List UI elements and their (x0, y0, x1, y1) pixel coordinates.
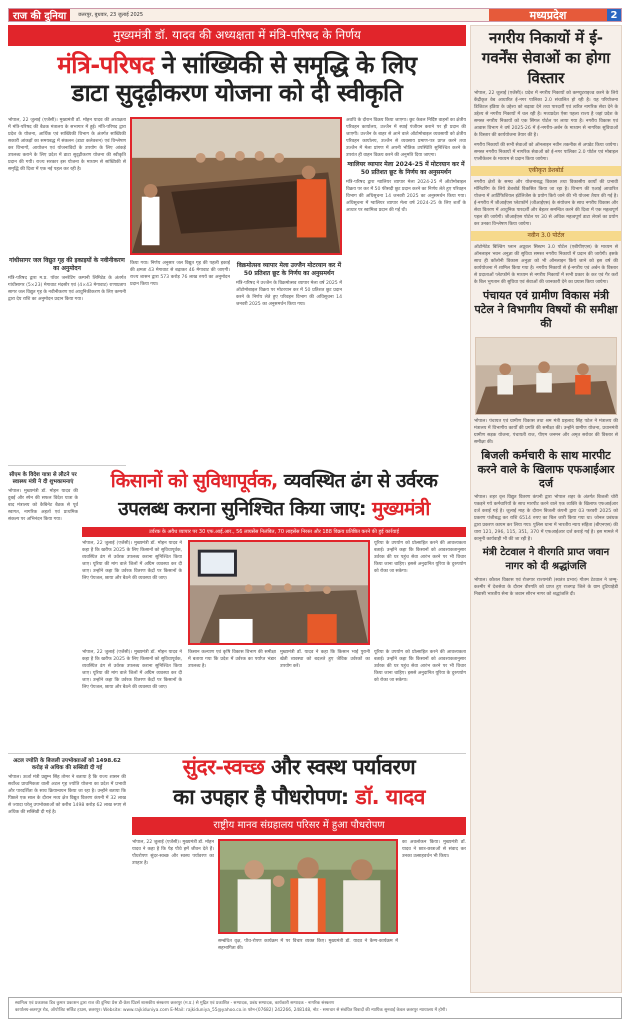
story1-sub-vikram: विक्रमोत्सव व्यापार मेला उज्जैन मोटरयान कर में 50 प्रतिशत छूट के निर्णय का अनुसमर्थन (236, 262, 342, 277)
cabinet-meeting-photo (130, 117, 342, 255)
plantation-photo (218, 839, 398, 934)
story3-col3-text: का अवलोकन किया। मुख्यमंत्री डॉ. यादव ने छात्र-छात्राओं से संवाद कर उनका उत्साहवर्धन भी किया। (402, 840, 466, 859)
brief1-text: भोपाल। मुख्यमंत्री डॉ. मोहन यादव की दुबई और स्पेन की सफल विदेश यात्रा के बाद मंत्रालय को कैबिनेट बैठक से पूर्व स्वागत, नागरिक अहर्ता एवं प्राथमिक संकल्प पर अभिनंदन किया गया। (8, 489, 78, 522)
brief1 (8, 470, 78, 750)
story1-sub-gwalior: ग्वालियर व्यापार मेला 2024-25 में मोटरयान कर में 50 प्रतिशत छूट के निर्णय का अनुसमर्थन (347, 161, 465, 176)
story3-col1-text: भोपाल, 22 जुलाई (एजेंसी)। मुख्यमंत्री डॉ. मोहन यादव ने कहा है कि पेड़ पौधे हमें जीवन देते हैं। पौधरोपण सुंदर-स्वच्छ और स्वस्थ पर्यावरण का उपहार है। (132, 840, 214, 866)
sidebar-text2: नगरीय निकायों की सभी सेवाओं को ऑनलाइन नवीन तकनीक से अपडेट किया जायेगा। समस्त नगरीय निकायों में नागरिक सेवाओं को ई-नगर पालिका 2.0 पोर्टल एवं मोबाइल एप्लीकेशन के माध्यम से प्रदान किया जायेगा। (474, 143, 618, 162)
brief2-text: भोपाल। ऊर्जा मंत्री प्रद्युम्न सिंह तोमर ने बताया है कि राज्य शासन की सर्वोच्च प्राथमिकता वाली अटल गृह ज्योति योजना का प्रदेश में प्रभावी और पारदर्शिता के साथ क्रियान्वयन किया जा रहा है। उन्होंने बताया कि पिछले एक साल के दौरान मध्य क्षेत्र विद्युत वितरण कंपनी में 32 लाख से ज्यादा घरेलू उपभोक्ताओं को करीब 1498 करोड़ 62 लाख रुपए से अधिक की सब्सिडी दी गई है। (8, 775, 126, 815)
story1-mid-text: किया गया। निर्णय अनुसार जल विद्युत गृह की पहली इकाई की क्षमता 43 मेगावाट से बढ़ाकर 46 मेगावाट की जाएगी। राज्य शासन द्वारा 573 करोड़ 76 लाख रुपये का अनुमोदन प्रदान किया गया। (130, 261, 230, 287)
story1-headline-line2: डाटा सुदृढ़ीकरण योजना को दी स्वीकृति (71, 79, 403, 107)
brief2-title: अटल ज्योति के बिजली उपभोक्ताओं को 1498.62 करोड़ से अधिक की सब्सिडी दी गई (13, 758, 121, 771)
story1-headline (8, 52, 466, 80)
imprint-footer (8, 997, 622, 1019)
sidebar-headline: नगरीय निकायों में ई-गवर्नेंस सेवाओं का होगा विस्तार (481, 29, 611, 87)
sidebar-text6: भोपाल। शहर वृत्त विद्युत वितरण कंपनी द्वारा भोपाल शहर के अंतर्गत बिजली चोरी पकड़ने गये कर्मचारियों के साथ मारपीट करने वाले एक व्यक्ति के खिलाफ एफआईआर दर्ज कराई गई है। जुलाई माह के दौरान बिजली कंपनी द्वारा 03 फरवरी 2025 को प्रकरण पंजीबद्ध कर राशि 6514 रुपए का बिल जारी किया गया था। जोनल प्रबंधक द्वारा प्रकरण कायम कर लिया गया। पुलिस थाना में भारतीय न्याय संहिता (बीएनएस) की धारा 121, 296, 115, 351, 370 में एफआईआर दर्ज कराई गई है। इस मामले में कानूनी कार्यवाही भी की जा रही है। (474, 495, 618, 542)
story2-headline-line2-text: उपलब्ध कराना सुनिश्चित किया जाए: (118, 498, 366, 520)
section-title: मध्यप्रदेश (489, 9, 607, 21)
sidebar-sub-tribute: मंत्री टेटवाल ने वीरगति प्राप्त जवान नागर को दी श्रद्धांजलि (482, 547, 610, 572)
story1-col1-lower (8, 255, 126, 440)
story1-vikram-text: मंत्रि-परिषद ने उज्जैन के विक्रमोत्सव व्यापार मेला वर्ष 2025 में ऑटोमोबाइल विक्रय पर मोटरयान कर में 50 प्रतिशत छूट प्रदान करने के निर्णय लेते हुए परिवहन विभाग की अधिसूचना 14 जनवरी 2025 का अनुसमर्थन किया गया। (236, 281, 342, 307)
sidebar-text4: ऑटोमेटेड बिल्डिंग प्लान अप्रूवल सिस्टम 3.0 पोर्टल (एबीपीएएस) के माध्यम से ऑनलाइन भवन अनुज्ञा की सुविधा समस्त नगरीय निकायों में प्रदान की जायेगी। इसके साथ ही कॉलोनी विकास अनुज्ञा को भी ऑनलाइन किये जाने को इस वर्ष की कार्ययोजना में शामिल किया गया है। नगरीय निकायों से ई-नगरीय एवं अर्बन के विस्तार से प्रदाताओं प्लेटफॉर्म के माध्यम से नगरीय निकायों में सभी प्रकार के कर एवं गैर करों के बिल भुगतान की सुविधा एवं सेवाओं की जानकारी देने का प्रयास किया जायेगा। (474, 245, 618, 285)
story1-gwalior-text: मंत्रि-परिषद द्वारा ग्वालियर व्यापार मेला 2024-25 में ऑटोमोबाइल विक्रय पर कर में 50 फीसदी छूट प्रदान करने का निर्णय लेते हुए परिवहन विभाग की अधिसूचना 14 जनवरी 2025 का अनुसमर्थन किया गया। अधिसूचना में ग्वालियर व्यापार मेला वर्ष 2024-25 के लिए शर्तों के आधार पर स्वामित्व प्रदान की गई थी। (346, 180, 466, 213)
main-column (8, 25, 466, 993)
divider (8, 753, 466, 754)
brief2 (8, 756, 126, 991)
story3-headline-rest: और स्वस्थ पर्यावरण (264, 755, 416, 779)
story1-col-mid2 (236, 260, 342, 470)
sidebar-sub-electricity: बिजली कर्मचारी के साथ मारपीट करने वाले के खिलाफ एफआईआर दर्ज (477, 449, 615, 490)
page-number: 2 (607, 9, 621, 21)
sidebar-band-dashboard: एकीकृत डेशबोर्ड (471, 166, 621, 176)
story1-sub-gandhi: गांधीसागर जल विद्युत गृह की इकाइयों के नवीनीकरण का अनुमोदन (9, 257, 125, 272)
story2-col3-text: यूरिया के उपयोग को प्रोत्साहित करने की आवश्यकता बताई। उन्होंने कहा कि किसानों को आवश्यकतानुसार उर्वरक की घर पहुंच सेवा आरंभ करने पर भी विचार किया जाना चाहिए। इससे अनुदानित यूरिया के दुरुपयोग को रोका जा सकेगा। (374, 541, 466, 574)
panchayat-review-photo (475, 337, 617, 415)
story3-ribbon: राष्ट्रीय मानव संग्रहालय परिसर में हुआ पौधरोपण (132, 817, 466, 835)
story3-headline (132, 755, 466, 779)
story2-col1-more: भोपाल, 22 जुलाई (एजेंसी)। मुख्यमंत्री डॉ. मोहन यादव ने कहा है कि खरीफ 2025 के लिए किसानों को सुविधापूर्वक, व्यवस्थित ढंग से उर्वरक उपलब्ध कराना सुनिश्चित किया जाए। यूरिया की मांग वाले जिलों में अग्रिम व्यवस्था कर दी जाए। उन्होंने कहा कि उर्वरक वितरण केंद्रों पर किसानों के लिए पेयजल, छाया और बैठने की व्यवस्था की जाए। (82, 650, 182, 690)
story2-headline-rest: व्यवस्थित ढंग से उर्वरक (277, 470, 438, 492)
story1-headline-red: मंत्रि-परिषद (57, 51, 154, 79)
story2-col2b-text: मुख्यमंत्री डॉ. यादव ने कहा कि किसान भाई पुरानी खेती व्यवस्था को बदलते हुए जैविक उर्वरकों का उपयोग करें। (280, 650, 370, 669)
story2-headline-red: किसानों को सुविधापूर्वक, (110, 470, 278, 492)
masthead (8, 8, 622, 22)
story1-lead-text: भोपाल, 22 जुलाई (एजेंसी)। मुख्यमंत्री डॉ. मोहन यादव की अध्यक्षता में मंत्रि-परिषद की बैठक मंत्रालय के सभागार में हुई। मंत्रि-परिषद द्वारा प्रदेश के योजना, आर्थिक एवं सांख्यिकी विभाग के अंतर्गत सांख्यिकी सकारी आंकड़ों का समयबद्ध में संकलन (डाटा कलेक्शन) एवं विश्लेषण कर विभागों, आयोजन एवं योजनाविदों के उपयोग के लिए आंकड़े उपलब्ध कराने के लिए प्रदेश में डाटा सुदृढ़ीकरण योजना की स्वीकृति प्रदान की गयी। राज्य सरकार इस योजना के माध्यम से सांख्यिकी से समृद्धि की दिशा में एक नई पहल कर रही है। (8, 118, 126, 172)
sidebar (470, 25, 622, 993)
sidebar-text7: भोपाल। कौशल विकास एवं रोजगार राज्यमंत्री (स्वतंत्र प्रभार) गौतम टेटवाल ने जम्मू-कश्मीर में देशसेवा के दौरान वीरगति को प्राप्त हुए राजगढ़ जिले के ग्राम टूटियाहेडी निवासी भारतीय सेना के जवान सौरभ नागर को श्रद्धांजलि दी। (474, 578, 618, 597)
issue-date: छतरपुर, बुधवार, 23 जुलाई 2025 (78, 12, 143, 18)
brand-logo: राज की दुनिया (9, 9, 70, 21)
story3-headline-line2 (132, 785, 466, 809)
sidebar-text5: भोपाल। पंचायत एवं ग्रामीण विकास तथा श्रम मंत्री प्रहलाद सिंह पटेल ने मंत्रालय की मंत्रालय में विभागीय कार्यों की प्रगति की समीक्षा की। उन्होंने ग्रामीण योजना, प्रधानमंत्री ग्रामीण सड़क योजना, पंचायती राज, पीएम जनमन और अमृत सरोवर की विस्तार से समीक्षा की। (474, 419, 618, 445)
story2-col3-more: यूरिया के उपयोग को प्रोत्साहित करने की आवश्यकता बताई। उन्होंने कहा कि किसानों को आवश्यकतानुसार उर्वरक की घर पहुंच सेवा आरंभ करने पर भी विचार किया जाना चाहिए। इससे अनुदानित यूरिया के दुरुपयोग को रोका जा सकेगा। (374, 650, 466, 683)
footer-line1: स्वामित्व एवं प्रकाशक डिव कुमार प्रकाशन द्वारा राज की दुनिया प्रेस डी-फ्रेश प्रिंटर्स शासकीय संस्करण छतरपुर (म.प्र.) से मुद्रित एवं प्रकाशित - सम्पादक, प्रबंध सम्पादक, कार्यकारी सम्पादक - नागरिक संस्करण (15, 1001, 335, 1006)
story2-strip: उर्वरक के अवैध व्यापार पर 30 एफ.आई.आर., 56 लायसेंस निलंबित, 70 लाइसेंस निरस्त और 188 विक्रय प्रतिष्ठित करने की हुई कार्रवाई (82, 527, 466, 537)
story1-col2 (346, 117, 466, 282)
story1-gandhi-text: मंत्रि-परिषद द्वारा म.प्र. पॉवर जनरेटिंग कम्पनी लिमिटेड के अंतर्गत गांधीसागर (5×23) मेगावाट मंदसौर एवं (4×43 मेगावाट) राणाप्रताप सागर जल विद्युत गृह के नवीनीकरण एवं आधुनिकीकरण के लिए कम्पनी द्वारा देय राशि का अनुमोदन प्रदान किया गया। (8, 276, 126, 302)
story3-col2-text: सम्बंधित वृक्ष, पौध-रोपण कार्यक्रम में पर विचार व्यक्त किए। मुख्यमंत्री डॉ. यादव ने कैम्प-कार्यक्रम में सहभागिता की। (218, 939, 398, 951)
story3-headline-red: सुंदर-स्वच्छ (182, 755, 265, 779)
story2-headline-red2: मुख्यमंत्री (365, 498, 430, 520)
sidebar-band-portal: नवीन 3.0 पोर्टल (471, 231, 621, 241)
story3-headline-red2: डॉ. यादव (348, 785, 425, 809)
story1-col2-text: अवधि के दौरान विक्रय किया जाएगा। छूट केवल निर्दिष्ट वाहनों का क्षेत्रीय परिवहन कार्यालय, उज्जैन में स्थाई पंजीयन कराने पर ही प्रदान की जाएगी। उज्जैन के बाहर से आने वाले ऑटोमोबाइल व्यवसायी को क्षेत्रीय परिवहन कार्यालय, उज्जैन से व्यवसाय प्रमाण-पत्र प्राप्त करने तथा उज्जैन में मेला प्रांगण में अपनी भौतिक उपस्थिति सुनिश्चित करने के उपरांत ही वाहन विक्रय करने की अनुमति दिया जाएगा। (346, 118, 466, 158)
sidebar-text3: नगरीय क्षेत्रों के समग्र और योजनाबद्ध विकास तथा विकासीय कार्यों की प्रभावी मॉनिटरिंग के लिये डेशबोर्ड विकसित किया जा रहा है। विभाग की एआई आधारित योजना में आर्टिफिशियल इंटेलिजेंस के प्रयोग किये जाने की भी योजना तैयार की गई है। ई-नगरीय में जीआईएस प्लेटफॉर्म (जीआईएस) के संयोजन के साथ नगरीय विकास और सेवा वितरण में आधुनिक पारदर्शी और बेहतर समन्वित करने की दिशा में एक महत्वपूर्ण पहल की जायेगी। जीआईएस पोर्टल पर 30 से अधिक महत्वपूर्ण डाटा लेयर्स का प्रयोग कर उनका विश्लेषण किया जायेगा। (474, 180, 618, 227)
footer-line2: कार्यालय-छतरपुर रोड, ऑपोजिट सर्किट हाउस, छतरपुर। Website: www.rajkiduniya.com E-Mail: rajkiduniya_55@yahoo.co.in फोन-(07682) 242266, 248148, नोट - समाचार से संबंधित विवादों की न्यायिक सुनवाई केवल छतरपुर न्यायालय में होगी। (15, 1008, 447, 1013)
story2-col1-text: भोपाल, 22 जुलाई (एजेंसी)। मुख्यमंत्री डॉ. मोहन यादव ने कहा है कि खरीफ 2025 के लिए किसानों को सुविधापूर्वक, व्यवस्थित ढंग से उर्वरक उपलब्ध कराना सुनिश्चित किया जाए। यूरिया की मांग वाले जिलों में अग्रिम व्यवस्था कर दी जाए। उन्होंने कहा कि उर्वरक वितरण केंद्रों पर किसानों के लिए पेयजल, छाया और बैठने की व्यवस्था की जाए। (82, 541, 182, 581)
brief1-title: सीएम के विदेश यात्रा से लौटने पर स्वास्थ्य मंत्री ने दी शुभकामनाएं (9, 472, 77, 485)
story1-kicker: मुख्यमंत्री डॉ. यादव की अध्यक्षता में मंत्रि-परिषद के निर्णय (8, 25, 466, 46)
story1-col-mid1 (130, 260, 230, 470)
sidebar-text1: भोपाल, 22 जुलाई (एजेंसी)। प्रदेश में नगरीय निकायों को कम्प्यूटराइज्ड करने के लिये केंद्रीकृत वेब आधारित ई-नगर पालिका 2.0 संचालित हो रही है। यह परियोजना डिजिटल इंडिया के उद्देश्य को बढ़ावा देने तथा पारदर्शी एवं त्वरित नागरिक सेवा देने के उद्देश्य से नगरीय निकायों में चल रही है। मध्यप्रदेश ऐसा पहला राज्य है जहां प्रदेश के समस्त नगरीय निकायों को एक सिंगल पोर्टल पर लाया गया है। नगरीय विकास एवं आवास विभाग ने वर्ष 2025-26 में ई-नगरीय-अर्बन के माध्यम से नागरिक सुविधाओं के विस्तार की कार्ययोजना तैयार की है। (474, 91, 618, 138)
story2-headline (82, 471, 466, 493)
sidebar-sub-panchayat: पंचायत एवं ग्रामीण विकास मंत्री पटेल ने विभागीय विषयों की समीक्षा की (474, 289, 618, 330)
divider (8, 465, 126, 466)
story2-col2a-text: किसान कल्याण एवं कृषि विकास विभाग की समीक्षा में बताया गया कि प्रदेश में उर्वरक का पर्याप्त भंडार उपलब्ध है। (188, 650, 276, 669)
story1-headline-rest: ने सांख्यिकी से समृद्धि के लिए (153, 51, 417, 79)
story3-headline-line2-text: का उपहार है पौधरोपण: (173, 785, 349, 809)
fertilizer-meeting-photo (188, 540, 370, 645)
story2-headline-line2 (82, 499, 466, 521)
